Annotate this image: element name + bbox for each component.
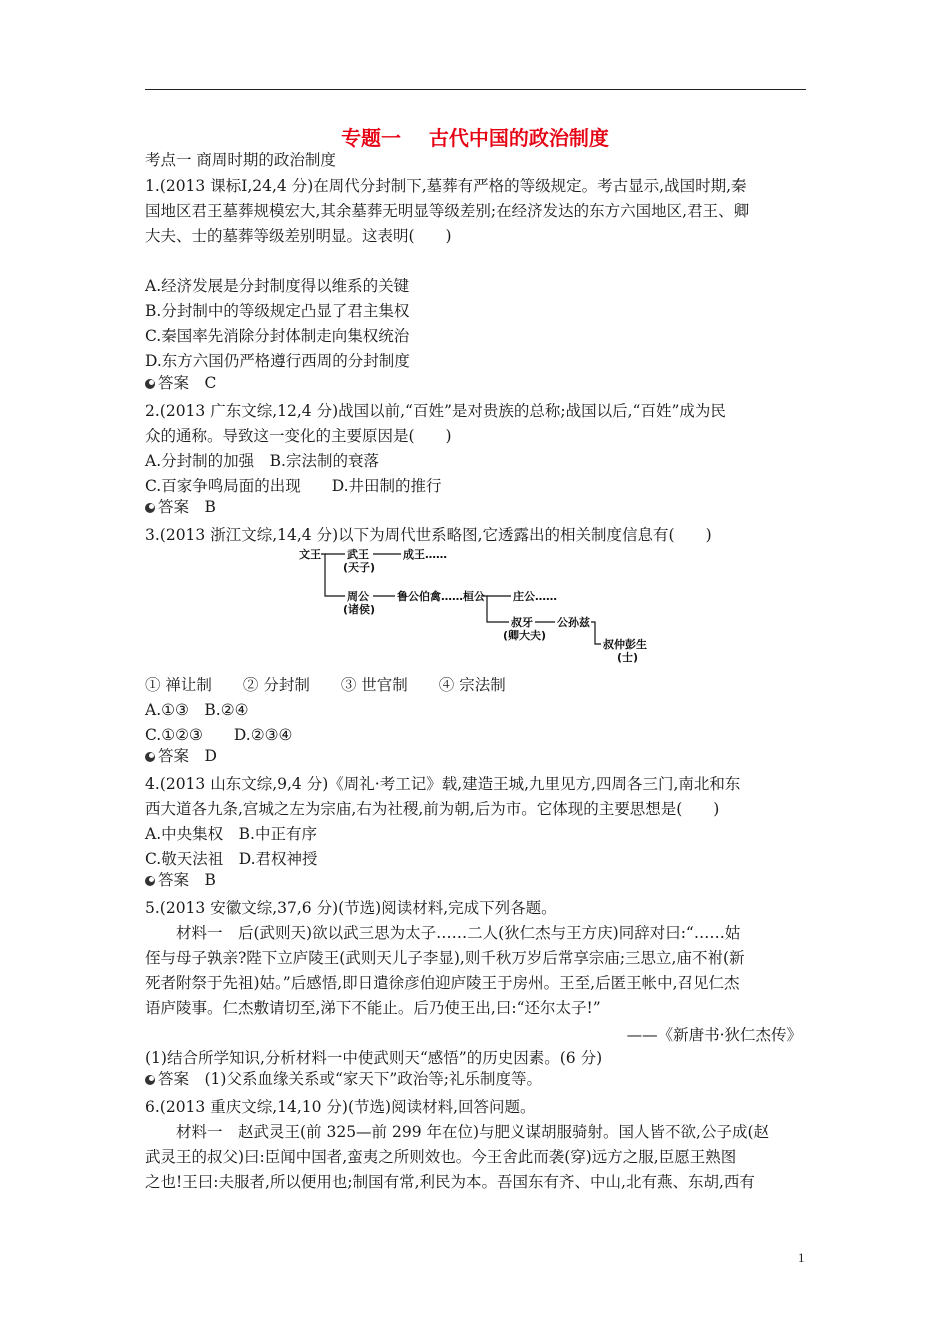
link-huangong-shuya xyxy=(481,596,509,622)
page-number: 1 xyxy=(798,1250,805,1265)
node-shuya: 叔牙 xyxy=(511,616,533,629)
q4-stem-line2: 西大道各九条,宫城之左为宗庙,右为社稷,前为朝,后为市。它体现的主要思想是( ) xyxy=(145,800,720,818)
q2-answer xyxy=(145,497,216,517)
q5-source: ——《新唐书·狄仁杰传》 xyxy=(626,1026,802,1044)
q4-answer xyxy=(145,870,216,890)
q5-answer xyxy=(145,1069,542,1089)
q2-stem-line1: 2.(2013 广东文综,12,4 分)战国以前,“百姓”是对贵族的总称;战国以后,“百姓”成为民 xyxy=(145,402,726,420)
node-zhuhou: (诸侯) xyxy=(343,603,376,616)
header-rule xyxy=(145,89,806,90)
q5-material-line2: 侄与母子孰亲?陛下立庐陵王(武则天儿子李显),则千秋万岁后常享宗庙;三思立,庙不祔(新 xyxy=(145,949,745,967)
answer-bullet-icon xyxy=(145,1075,155,1085)
node-tianzi: (天子) xyxy=(343,561,376,574)
node-shuzhong: 叔仲彭生 xyxy=(603,638,647,651)
section-heading: 考点一 商周时期的政治制度 xyxy=(145,151,336,169)
q3-options-cd: C.①②③ D.②③④ xyxy=(145,726,293,744)
node-bochin: 鲁公伯禽……桓公 xyxy=(397,590,485,603)
q1-option-d: D.东方六国仍严格遵行西周的分封制度 xyxy=(145,352,410,370)
q5-material-line1: 材料一 后(武则天)欲以武三思为太子……二人(狄仁杰与王方庆)同辞对曰:“……姑 xyxy=(145,924,741,942)
q3-options-ab: A.①③ B.②④ xyxy=(145,701,249,719)
q4-options-cd: C.敬天法祖 D.君权神授 xyxy=(145,850,318,868)
answer-bullet-icon xyxy=(145,876,155,886)
q5-subquestion: (1)结合所学知识,分析材料一中使武则天“感悟”的历史因素。(6 分) xyxy=(145,1049,603,1067)
node-zhougong: 周公 xyxy=(347,590,369,603)
answer-bullet-icon xyxy=(145,379,155,389)
answer-bullet-icon xyxy=(145,752,155,762)
q5-material-line4: 语庐陵事。仁杰敷请切至,涕下不能止。后乃使王出,曰:“还尔太子!” xyxy=(145,999,601,1017)
q1-stem-line1: 1.(2013 课标Ⅰ,24,4 分)在周代分封制下,墓葬有严格的等级规定。考古显示,战国时期,秦 xyxy=(145,177,747,195)
zhou-lineage-diagram xyxy=(295,544,665,670)
q1-stem-line3: 大夫、士的墓葬等级差别明显。这表明( ) xyxy=(145,227,452,245)
q6-material-line3: 之也!王曰:夫服者,所以便用也;制国有常,利民为本。吾国东有齐、中山,北有燕、东胡,西有 xyxy=(145,1173,755,1191)
q1-answer-text: 答案 C xyxy=(158,374,217,392)
q1-option-b: B.分封制中的等级规定凸显了君主集权 xyxy=(145,302,410,320)
page-title: 专题一 古代中国的政治制度 xyxy=(341,126,609,150)
q3-stem: 3.(2013 浙江文综,14,4 分)以下为周代世系略图,它透露出的相关制度信息有( ) xyxy=(145,526,712,544)
q6-stem: 6.(2013 重庆文综,14,10 分)(节选)阅读材料,回答问题。 xyxy=(145,1098,536,1116)
node-chengwang: 成王…… xyxy=(403,548,447,561)
q2-stem-line2: 众的通称。导致这一变化的主要原因是( ) xyxy=(145,427,452,445)
q1-stem-line2: 国地区君王墓葬规模宏大,其余墓葬无明显等级差别;在经济发达的东方六国地区,君王、卿 xyxy=(145,202,750,220)
q1-answer xyxy=(145,373,216,393)
node-gongsunzi: 公孙兹 xyxy=(557,616,590,629)
q3-answer-text: 答案 D xyxy=(158,747,217,765)
q1-option-c: C.秦国率先消除分封体制走向集权统治 xyxy=(145,327,410,345)
q5-material-line3: 死者附祭于先祖)姑。”后感悟,即日遣徐彦伯迎庐陵王于房州。王至,后匿王帐中,召见仁杰 xyxy=(145,974,740,992)
q4-answer-text: 答案 B xyxy=(158,871,216,889)
node-wuwang: 武王 xyxy=(347,548,369,561)
answer-bullet-icon xyxy=(145,503,155,513)
node-wenwang: 文王 xyxy=(299,548,321,561)
q6-material-line2: 武灵王的叔父)曰:臣闻中国者,蛮夷之所则效也。今王舍此而袭(穿)远方之服,臣愿王熟图 xyxy=(145,1148,737,1166)
q5-stem: 5.(2013 安徽文综,37,6 分)(节选)阅读材料,完成下列各题。 xyxy=(145,899,557,917)
q2-options-cd: C.百家争鸣局面的出现 D.井田制的推行 xyxy=(145,477,442,495)
link-wenwang-zhougong xyxy=(321,554,345,596)
q2-answer-text: 答案 B xyxy=(158,498,216,516)
q3-answer xyxy=(145,746,217,766)
q6-material-line1: 材料一 赵武灵王(前 325—前 299 年在位)与肥义谋胡服骑射。国人皆不欲,公子成(赵 xyxy=(145,1123,770,1141)
node-shi: (士) xyxy=(617,651,639,664)
link-gongsunzi-shuzhong xyxy=(591,622,601,644)
q4-options-ab: A.中央集权 B.中正有序 xyxy=(145,825,317,843)
q3-choices: ① 禅让制 ② 分封制 ③ 世官制 ④ 宗法制 xyxy=(145,676,506,694)
q4-stem-line1: 4.(2013 山东文综,9,4 分)《周礼·考工记》载,建造王城,九里见方,四周各三门,南北和东 xyxy=(145,775,741,793)
node-zhuanggong: 庄公…… xyxy=(513,590,557,603)
q5-answer-text: 答案 (1)父系血缘关系或“家天下”政治等;礼乐制度等。 xyxy=(158,1070,543,1088)
q2-options-ab: A.分封制的加强 B.宗法制的衰落 xyxy=(145,452,379,470)
node-qingdafu: (卿大夫) xyxy=(503,629,547,642)
q1-option-a: A.经济发展是分封制度得以维系的关键 xyxy=(145,277,410,295)
